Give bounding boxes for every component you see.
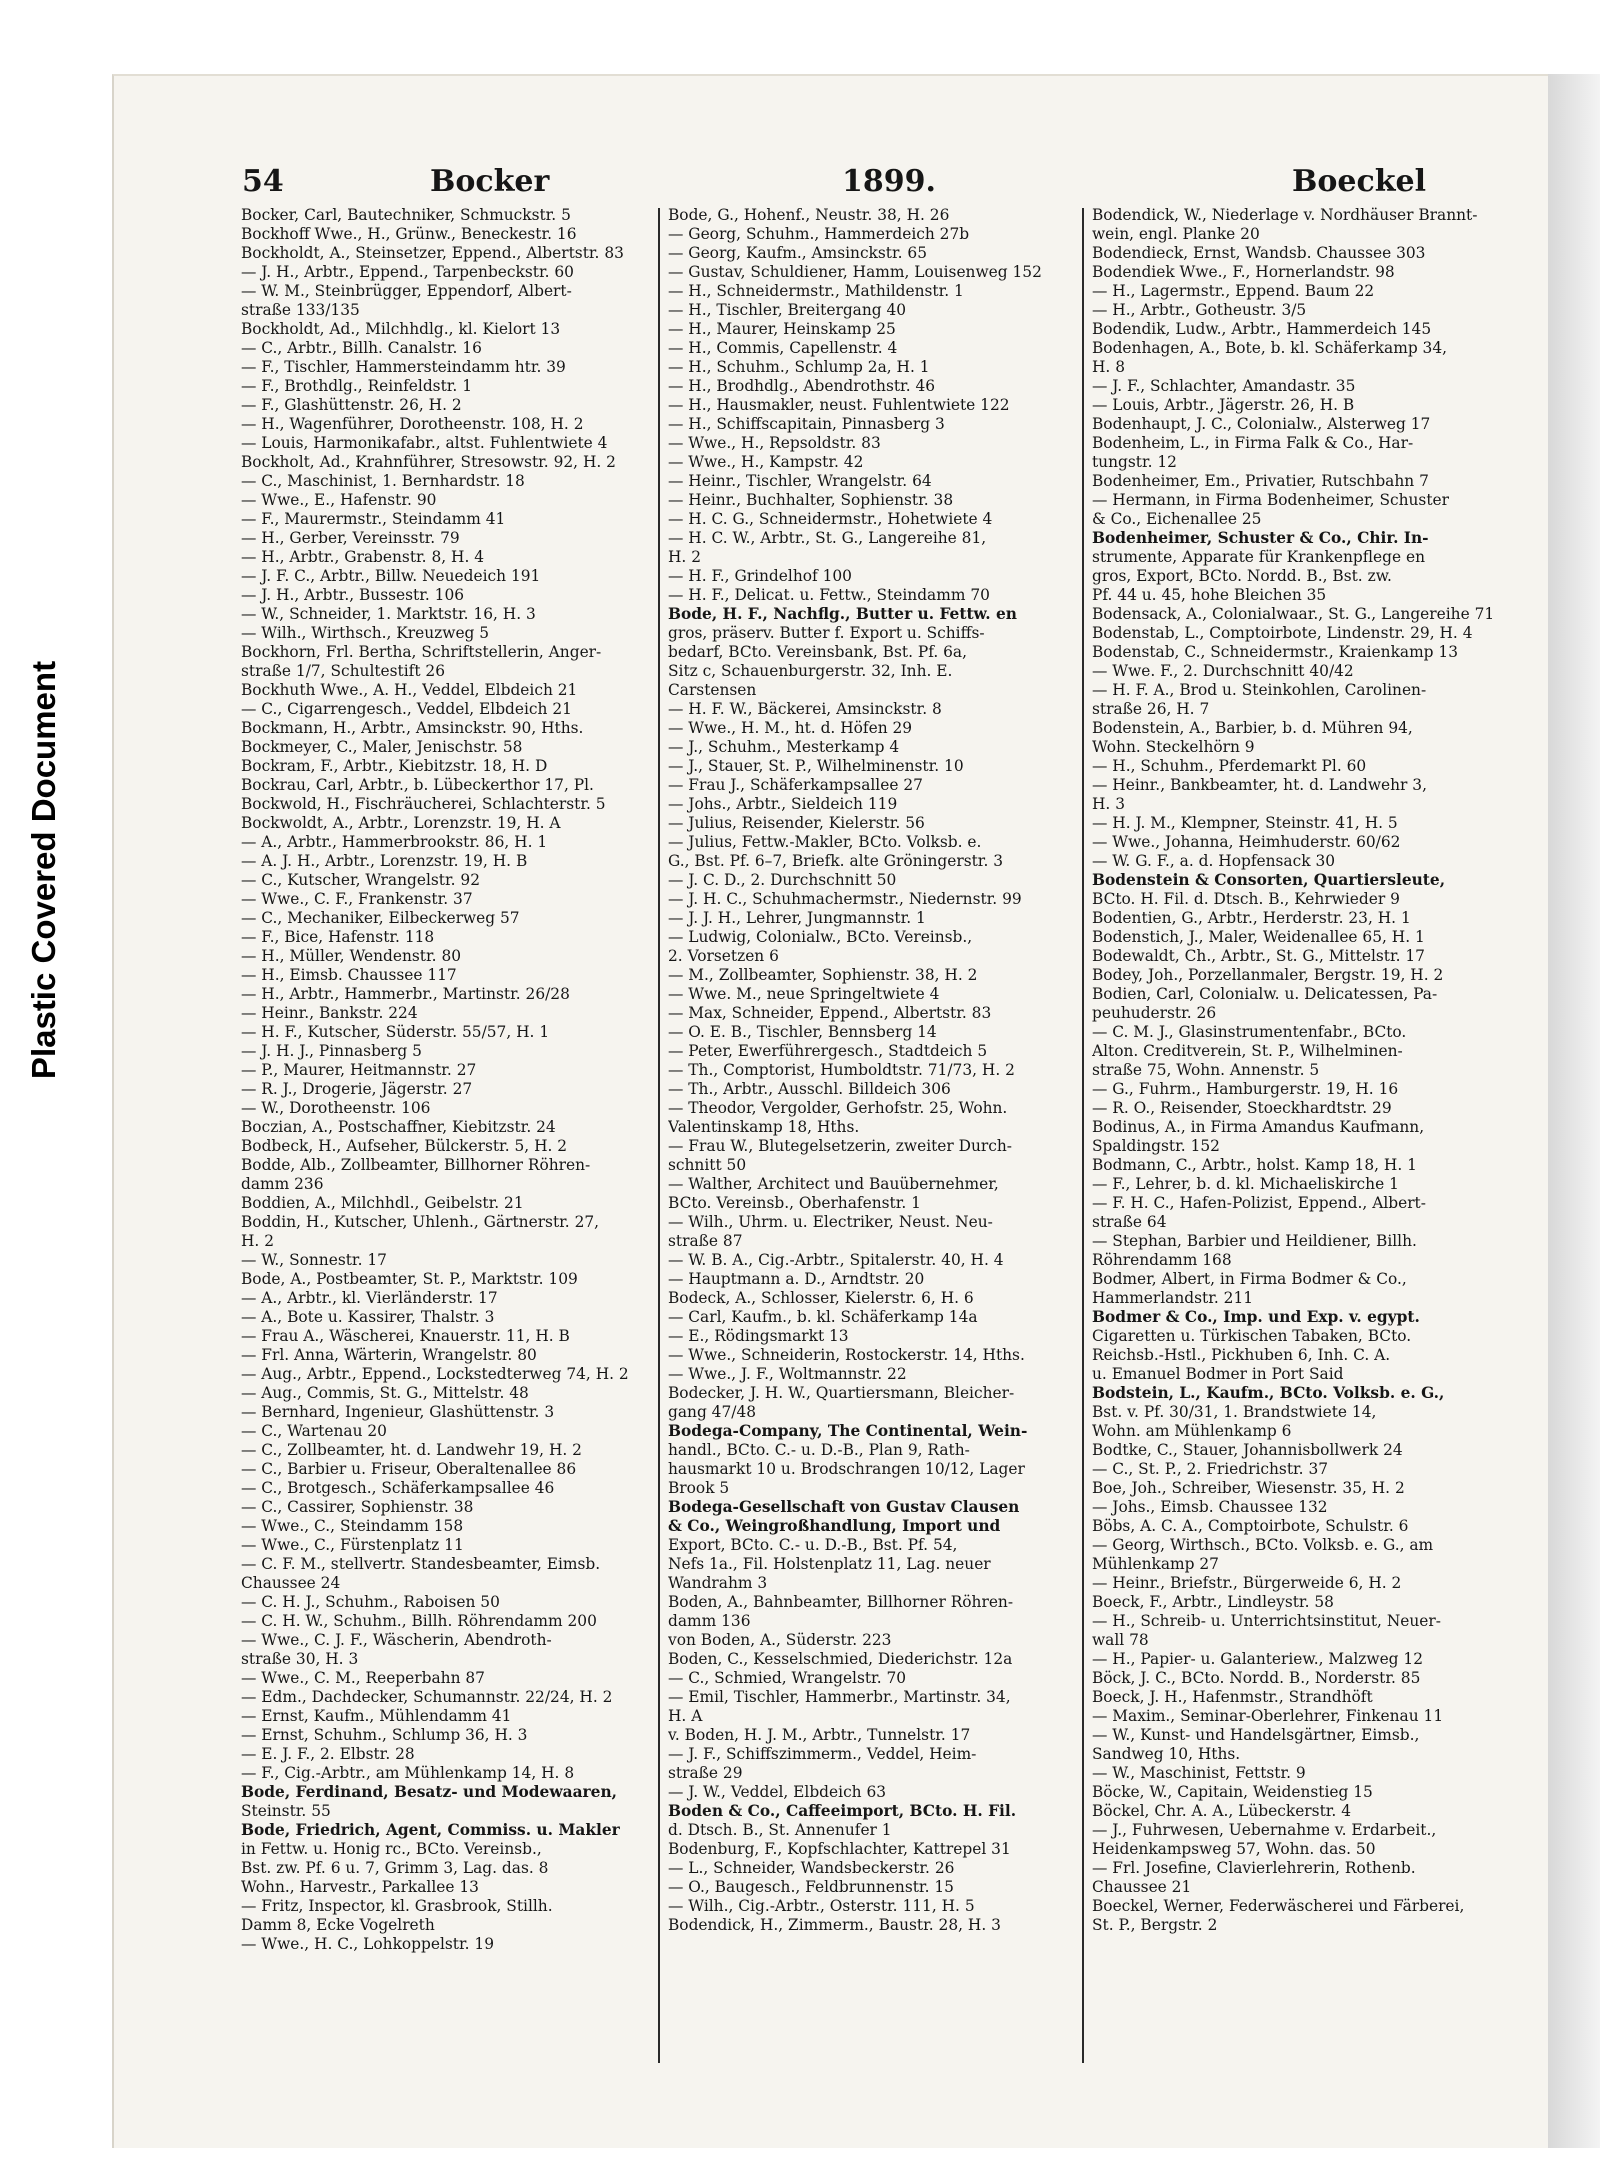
column-3: [1092, 206, 1510, 2068]
directory-entry: — Wwe., C. M., Reeperbahn 87: [241, 1669, 485, 1687]
directory-entry: gros, präserv. Butter f. Export u. Schiffs-: [668, 624, 985, 642]
directory-entry: Boden & Co., Caffeeimport, BCto. H. Fil.: [668, 1802, 1017, 1820]
directory-entry: Bodendick, W., Niederlage v. Nordhäuser Brannt-: [1092, 206, 1478, 224]
directory-entry: — C. F. M., stellvertr. Standesbeamter, Eimsb.: [241, 1555, 601, 1573]
directory-entry: Bodbeck, H., Aufseher, Bülckerstr. 5, H. 2: [241, 1137, 568, 1155]
directory-entry: Bodendiek Wwe., F., Hornerlandstr. 98: [1092, 263, 1395, 281]
directory-entry: Bodenstich, J., Maler, Weidenallee 65, H. 1: [1092, 928, 1425, 946]
directory-entry: H. 2: [241, 1232, 274, 1250]
directory-entry: — H., Arbtr., Hammerbr., Martinstr. 26/28: [241, 985, 570, 1003]
directory-entry: Bst. v. Pf. 30/31, 1. Brandstwiete 14,: [1092, 1403, 1377, 1421]
directory-entry: H. 8: [1092, 358, 1125, 376]
directory-entry: — Frau W., Blutegelsetzerin, zweiter Durch-: [668, 1137, 1013, 1155]
directory-entry: — Wwe., H., Kampstr. 42: [668, 453, 864, 471]
directory-entry: — H. J. M., Klempner, Steinstr. 41, H. 5: [1092, 814, 1398, 832]
directory-entry: — Heinr., Buchhalter, Sophienstr. 38: [668, 491, 954, 509]
directory-entry: Bodde, Alb., Zollbeamter, Billhorner Röhren-: [241, 1156, 591, 1174]
directory-entry: — C., Brotgesch., Schäferkampsallee 46: [241, 1479, 555, 1497]
directory-entry: von Boden, A., Süderstr. 223: [668, 1631, 892, 1649]
directory-entry: — Wwe., H. M., ht. d. Höfen 29: [668, 719, 913, 737]
directory-entry: — Wwe. F., 2. Durchschnitt 40/42: [1092, 662, 1354, 680]
directory-entry: straße 87: [668, 1232, 743, 1250]
directory-entry: — Frau A., Wäscherei, Knauerstr. 11, H. B: [241, 1327, 570, 1345]
directory-entry: Bodeck, A., Schlosser, Kielerstr. 6, H. 6: [668, 1289, 974, 1307]
directory-entry: Steinstr. 55: [241, 1802, 331, 1820]
directory-entry: — Frl. Anna, Wärterin, Wrangelstr. 80: [241, 1346, 537, 1364]
directory-entry: St. P., Bergstr. 2: [1092, 1916, 1218, 1934]
directory-entry: — Edm., Dachdecker, Schumannstr. 22/24, H. 2: [241, 1688, 613, 1706]
right-keyword: Boeckel: [1292, 164, 1426, 199]
directory-entry: Bodenstein, A., Barbier, b. d. Mühren 94,: [1092, 719, 1413, 737]
left-keyword: Bocker: [430, 164, 550, 199]
page-edge: [1548, 74, 1600, 2148]
directory-entry: — H. C. W., Arbtr., St. G., Langereihe 81,: [668, 529, 987, 547]
directory-entry: — Louis, Harmonikafabr., altst. Fuhlentwiete 4: [241, 434, 608, 452]
directory-entry: — F., Brothdlg., Reinfeldstr. 1: [241, 377, 473, 395]
directory-entry: G., Bst. Pf. 6–7, Briefk. alte Gröningerstr. 3: [668, 852, 1004, 870]
directory-entry: Bockram, F., Arbtr., Kiebitzstr. 18, H. D: [241, 757, 548, 775]
directory-entry: H. A: [668, 1707, 703, 1725]
directory-entry: Bockholt, Ad., Krahnführer, Stresowstr. 92, H. 2: [241, 453, 616, 471]
directory-entry: — H., Arbtr., Gotheustr. 3/5: [1092, 301, 1307, 319]
directory-entry: — W., Kunst- und Handelsgärtner, Eimsb.,: [1092, 1726, 1420, 1744]
directory-entry: Bodenhagen, A., Bote, b. kl. Schäferkamp 34,: [1092, 339, 1448, 357]
directory-entry: — Max, Schneider, Eppend., Albertstr. 83: [668, 1004, 992, 1022]
directory-entry: — H. F. W., Bäckerei, Amsinckstr. 8: [668, 700, 942, 718]
directory-entry: Bockhorn, Frl. Bertha, Schriftstellerin, Anger-: [241, 643, 602, 661]
directory-entry: — Wilh., Wirthsch., Kreuzweg 5: [241, 624, 490, 642]
directory-entry: — Maxim., Seminar-Oberlehrer, Finkenau 11: [1092, 1707, 1444, 1725]
directory-entry: — Wwe., J. F., Woltmannstr. 22: [668, 1365, 907, 1383]
directory-entry: straße 75, Wohn. Annenstr. 5: [1092, 1061, 1320, 1079]
directory-entry: Bodecker, J. H. W., Quartiersmann, Bleicher-: [668, 1384, 1015, 1402]
directory-entry: — Wwe. M., neue Springeltwiete 4: [668, 985, 940, 1003]
side-label-text: Plastic Covered Document: [25, 660, 62, 1080]
directory-entry: — C. H. J., Schuhm., Raboisen 50: [241, 1593, 500, 1611]
directory-entry: Bockhuth Wwe., A. H., Veddel, Elbdeich 21: [241, 681, 578, 699]
directory-entry: — Johs., Arbtr., Sieldeich 119: [668, 795, 898, 813]
directory-entry: — Louis, Arbtr., Jägerstr. 26, H. B: [1092, 396, 1355, 414]
directory-entry: Sitz c, Schauenburgerstr. 32, Inh. E.: [668, 662, 953, 680]
directory-entry: Wandrahm 3: [668, 1574, 768, 1592]
directory-entry: — F., Bice, Hafenstr. 118: [241, 928, 435, 946]
directory-entry: — C., Maschinist, 1. Bernhardstr. 18: [241, 472, 525, 490]
directory-entry: Bodega-Gesellschaft von Gustav Clausen: [668, 1498, 1020, 1516]
directory-entry: — J., Stauer, St. P., Wilhelminenstr. 10: [668, 757, 964, 775]
directory-entry: — C., Mechaniker, Eilbeckerweg 57: [241, 909, 520, 927]
directory-entry: — H. F., Kutscher, Süderstr. 55/57, H. 1: [241, 1023, 550, 1041]
directory-entry: Bodmer, Albert, in Firma Bodmer & Co.,: [1092, 1270, 1407, 1288]
directory-entry: Alton. Creditverein, St. P., Wilhelminen-: [1092, 1042, 1403, 1060]
directory-entry: handl., BCto. C.- u. D.-B., Plan 9, Rath-: [668, 1441, 970, 1459]
directory-entry: gros, Export, BCto. Nordd. B., Bst. zw.: [1092, 567, 1392, 585]
directory-entry: H. 2: [668, 548, 701, 566]
directory-entry: — W. G. F., a. d. Hopfensack 30: [1092, 852, 1336, 870]
column-1: [241, 206, 659, 2068]
directory-entry: — C., Arbtr., Billh. Canalstr. 16: [241, 339, 482, 357]
directory-entry: — Wwe., H., Repsoldstr. 83: [668, 434, 881, 452]
directory-entry: — Georg, Schuhm., Hammerdeich 27b: [668, 225, 970, 243]
directory-entry: Boe, Joh., Schreiber, Wiesenstr. 35, H. 2: [1092, 1479, 1405, 1497]
directory-entry: — W. B. A., Cig.-Arbtr., Spitalerstr. 40, H. 4: [668, 1251, 1004, 1269]
directory-entry: H. 3: [1092, 795, 1125, 813]
directory-entry: — L., Schneider, Wandsbeckerstr. 26: [668, 1859, 955, 1877]
directory-entry: — H., Schneidermstr., Mathildenstr. 1: [668, 282, 964, 300]
page-header: [130, 164, 1518, 204]
directory-entry: Bode, G., Hohenf., Neustr. 38, H. 26: [668, 206, 950, 224]
directory-entry: — H. F. A., Brod u. Steinkohlen, Carolinen-: [1092, 681, 1427, 699]
directory-entry: — H., Maurer, Heinskamp 25: [668, 320, 896, 338]
directory-entry: — H., Hausmakler, neust. Fuhlentwiete 122: [668, 396, 1010, 414]
directory-entry: strumente, Apparate für Krankenpflege en: [1092, 548, 1426, 566]
directory-entry: — F., Lehrer, b. d. kl. Michaeliskirche 1: [1092, 1175, 1399, 1193]
directory-entry: Reichsb.-Hstl., Pickhuben 6, Inh. C. A.: [1092, 1346, 1391, 1364]
directory-entry: wein, engl. Planke 20: [1092, 225, 1260, 243]
directory-entry: — Wwe., Johanna, Heimhuderstr. 60/62: [1092, 833, 1401, 851]
directory-entry: — Hermann, in Firma Bodenheimer, Schuster: [1092, 491, 1449, 509]
directory-entry: Bodewaldt, Ch., Arbtr., St. G., Mittelstr. 17: [1092, 947, 1425, 965]
directory-entry: Röhrendamm 168: [1092, 1251, 1232, 1269]
directory-entry: — Emil, Tischler, Hammerbr., Martinstr. 34,: [668, 1688, 1011, 1706]
directory-entry: Damm 8, Ecke Vogelreth: [241, 1916, 435, 1934]
directory-entry: Spaldingstr. 152: [1092, 1137, 1220, 1155]
directory-entry: Bodmann, C., Arbtr., holst. Kamp 18, H. 1: [1092, 1156, 1417, 1174]
directory-entry: — R. O., Reisender, Stoeckhardtstr. 29: [1092, 1099, 1392, 1117]
directory-entry: Boeck, J. H., Hafenmstr., Strandhöft: [1092, 1688, 1373, 1706]
directory-entry: — Ernst, Schuhm., Schlump 36, H. 3: [241, 1726, 528, 1744]
directory-entry: in Fettw. u. Honig rc., BCto. Vereinsb.,: [241, 1840, 542, 1858]
directory-entry: — J. F., Schiffszimmerm., Veddel, Heim-: [668, 1745, 977, 1763]
directory-entry: Bockhoff Wwe., H., Grünw., Beneckestr. 16: [241, 225, 577, 243]
directory-entry: straße 26, H. 7: [1092, 700, 1210, 718]
directory-entry: — H., Arbtr., Grabenstr. 8, H. 4: [241, 548, 485, 566]
directory-entry: — W., Sonnestr. 17: [241, 1251, 387, 1269]
directory-entry: Bodenstab, C., Schneidermstr., Kraienkamp 13: [1092, 643, 1458, 661]
directory-entry: Boden, C., Kesselschmied, Diederichstr. 12a: [668, 1650, 1013, 1668]
directory-entry: — J. H., Arbtr., Eppend., Tarpenbeckstr. 60: [241, 263, 574, 281]
directory-entry: — J., Schuhm., Mesterkamp 4: [668, 738, 900, 756]
directory-entry: Valentinskamp 18, Hths.: [668, 1118, 860, 1136]
directory-entry: — F., Cig.-Arbtr., am Mühlenkamp 14, H. 8: [241, 1764, 575, 1782]
directory-entry: — Th., Comptorist, Humboldtstr. 71/73, H. 2: [668, 1061, 1015, 1079]
directory-entry: — Julius, Reisender, Kielerstr. 56: [668, 814, 925, 832]
directory-entry: — Wwe., C. J. F., Wäscherin, Abendroth-: [241, 1631, 552, 1649]
directory-entry: — Th., Arbtr., Ausschl. Billdeich 306: [668, 1080, 951, 1098]
page-number: 54: [242, 164, 284, 199]
directory-entry: hausmarkt 10 u. Brodschrangen 10/12, Lager: [668, 1460, 1025, 1478]
directory-entry: schnitt 50: [668, 1156, 747, 1174]
directory-entry: straße 133/135: [241, 301, 360, 319]
directory-entry: — H., Schuhm., Schlump 2a, H. 1: [668, 358, 930, 376]
directory-entry: BCto. H. Fil. d. Dtsch. B., Kehrwieder 9: [1092, 890, 1400, 908]
directory-entry: Bodenheimer, Em., Privatier, Rutschbahn 7: [1092, 472, 1429, 490]
directory-entry: — A., Arbtr., Hammerbrookstr. 86, H. 1: [241, 833, 548, 851]
directory-entry: — Wwe., C. F., Frankenstr. 37: [241, 890, 473, 908]
directory-entry: Bodinus, A., in Firma Amandus Kaufmann,: [1092, 1118, 1425, 1136]
directory-entry: Bockholdt, Ad., Milchhdlg., kl. Kielort 13: [241, 320, 561, 338]
year: 1899.: [842, 164, 936, 199]
directory-entry: Bodendick, H., Zimmerm., Baustr. 28, H. 3: [668, 1916, 1001, 1934]
directory-entry: — H., Tischler, Breitergang 40: [668, 301, 907, 319]
directory-entry: Böckel, Chr. A. A., Lübeckerstr. 4: [1092, 1802, 1351, 1820]
directory-entry: & Co., Weingroßhandlung, Import und: [668, 1517, 1001, 1535]
directory-entry: Bode, H. F., Nachflg., Butter u. Fettw. en: [668, 605, 1017, 623]
directory-entry: — A., Bote u. Kassirer, Thalstr. 3: [241, 1308, 495, 1326]
directory-entry: straße 64: [1092, 1213, 1167, 1231]
directory-entry: Sandweg 10, Hths.: [1092, 1745, 1241, 1763]
directory-entry: — Wwe., Schneiderin, Rostockerstr. 14, Hths.: [668, 1346, 1025, 1364]
directory-entry: — Wilh., Cig.-Arbtr., Osterstr. 111, H. 5: [668, 1897, 975, 1915]
directory-entry: — J. F., Schlachter, Amandastr. 35: [1092, 377, 1356, 395]
directory-entry: Boczian, A., Postschaffner, Kiebitzstr. 24: [241, 1118, 556, 1136]
directory-entry: Bodey, Joh., Porzellanmaler, Bergstr. 19, H. 2: [1092, 966, 1444, 984]
directory-entry: — C. M. J., Glasinstrumentenfabr., BCto.: [1092, 1023, 1407, 1041]
directory-entry: Boden, A., Bahnbeamter, Billhorner Röhren-: [668, 1593, 1014, 1611]
directory-entry: — H., Eimsb. Chaussee 117: [241, 966, 457, 984]
directory-entry: Brook 5: [668, 1479, 730, 1497]
directory-entry: — Ludwig, Colonialw., BCto. Vereinsb.,: [668, 928, 973, 946]
directory-entry: — Heinr., Tischler, Wrangelstr. 64: [668, 472, 932, 490]
directory-entry: — H. C. G., Schneidermstr., Hohetwiete 4: [668, 510, 993, 528]
directory-entry: Bode, Friedrich, Agent, Commiss. u. Makler: [241, 1821, 620, 1839]
directory-entry: — C., Wartenau 20: [241, 1422, 387, 1440]
directory-entry: tungstr. 12: [1092, 453, 1177, 471]
column-2: [668, 206, 1086, 2068]
directory-entry: straße 29: [668, 1764, 743, 1782]
directory-entry: Bodensack, A., Colonialwaar., St. G., Langereihe 71: [1092, 605, 1495, 623]
directory-entry: — H., Papier- u. Galanteriew., Malzweg 12: [1092, 1650, 1424, 1668]
directory-entry: Pf. 44 u. 45, hohe Bleichen 35: [1092, 586, 1327, 604]
directory-entry: — A. J. H., Arbtr., Lorenzstr. 19, H. B: [241, 852, 528, 870]
directory-entry: — Gustav, Schuldiener, Hamm, Louisenweg 152: [668, 263, 1042, 281]
directory-entry: — Johs., Eimsb. Chaussee 132: [1092, 1498, 1328, 1516]
directory-entry: — H., Gerber, Vereinsstr. 79: [241, 529, 460, 547]
directory-entry: — Heinr., Briefstr., Bürgerweide 6, H. 2: [1092, 1574, 1402, 1592]
directory-entry: Bodendieck, Ernst, Wandsb. Chaussee 303: [1092, 244, 1426, 262]
directory-entry: — J. F. C., Arbtr., Billw. Neuedeich 191: [241, 567, 541, 585]
directory-entry: Mühlenkamp 27: [1092, 1555, 1219, 1573]
directory-entry: — Wwe., C., Steindamm 158: [241, 1517, 464, 1535]
directory-entry: — H., Commis, Capellenstr. 4: [668, 339, 898, 357]
directory-entry: — Fritz, Inspector, kl. Grasbrook, Stillh.: [241, 1897, 553, 1915]
directory-entry: Bodenhaupt, J. C., Colonialw., Alsterweg 17: [1092, 415, 1431, 433]
directory-entry: — H., Müller, Wendenstr. 80: [241, 947, 462, 965]
directory-entry: — J. J. H., Lehrer, Jungmannstr. 1: [668, 909, 926, 927]
directory-entry: Chaussee 21: [1092, 1878, 1192, 1896]
directory-entry: — Heinr., Bankstr. 224: [241, 1004, 418, 1022]
directory-entry: — H., Wagenführer, Dorotheenstr. 108, H. 2: [241, 415, 584, 433]
directory-entry: Bockwold, H., Fischräucherei, Schlachterstr. 5: [241, 795, 606, 813]
directory-entry: — Bernhard, Ingenieur, Glashüttenstr. 3: [241, 1403, 555, 1421]
directory-entry: — M., Zollbeamter, Sophienstr. 38, H. 2: [668, 966, 978, 984]
directory-entry: — J. H. C., Schuhmachermstr., Niedernstr. 99: [668, 890, 1022, 908]
directory-entry: Chaussee 24: [241, 1574, 341, 1592]
directory-entry: — J. H., Arbtr., Bussestr. 106: [241, 586, 465, 604]
directory-entry: Boddien, A., Milchhdl., Geibelstr. 21: [241, 1194, 524, 1212]
directory-entry: — Julius, Fettw.-Makler, BCto. Volksb. e.: [668, 833, 982, 851]
directory-entry: Cigaretten u. Türkischen Tabaken, BCto.: [1092, 1327, 1412, 1345]
directory-entry: damm 236: [241, 1175, 324, 1193]
directory-entry: Boeckel, Werner, Federwäscherei und Färberei,: [1092, 1897, 1465, 1915]
directory-entry: Nefs 1a., Fil. Holstenplatz 11, Lag. neuer: [668, 1555, 991, 1573]
directory-entry: — F., Glashüttenstr. 26, H. 2: [241, 396, 462, 414]
directory-entry: — J., Fuhrwesen, Uebernahme v. Erdarbeit.,: [1092, 1821, 1437, 1839]
directory-entry: wall 78: [1092, 1631, 1149, 1649]
directory-entry: — H., Schiffscapitain, Pinnasberg 3: [668, 415, 945, 433]
directory-entry: — E., Rödingsmarkt 13: [668, 1327, 849, 1345]
directory-entry: Boddin, H., Kutscher, Uhlenh., Gärtnerstr. 27,: [241, 1213, 600, 1231]
directory-entry: — Wwe., E., Hafenstr. 90: [241, 491, 437, 509]
directory-entry: — F., Tischler, Hammersteindamm htr. 39: [241, 358, 566, 376]
directory-entry: — Carl, Kaufm., b. kl. Schäferkamp 14a: [668, 1308, 978, 1326]
directory-entry: Bocker, Carl, Bautechniker, Schmuckstr. 5: [241, 206, 571, 224]
directory-entry: Bode, A., Postbeamter, St. P., Marktstr. 109: [241, 1270, 578, 1288]
directory-entry: — Ernst, Kaufm., Mühlendamm 41: [241, 1707, 512, 1725]
directory-entry: Export, BCto. C.- u. D.-B., Bst. Pf. 54,: [668, 1536, 958, 1554]
directory-entry: Wohn., Harvestr., Parkallee 13: [241, 1878, 479, 1896]
directory-entry: — H., Schuhm., Pferdemarkt Pl. 60: [1092, 757, 1367, 775]
directory-entry: — C., Barbier u. Friseur, Oberaltenallee 86: [241, 1460, 577, 1478]
directory-entry: — W. M., Steinbrügger, Eppendorf, Albert-: [241, 282, 572, 300]
directory-entry: — O. E. B., Tischler, Bennsberg 14: [668, 1023, 937, 1041]
directory-entry: Bodenburg, F., Kopfschlachter, Kattrepel 31: [668, 1840, 1011, 1858]
directory-entry: — C., Schmied, Wrangelstr. 70: [668, 1669, 907, 1687]
directory-entry: Bockholdt, A., Steinsetzer, Eppend., Albertstr. 83: [241, 244, 624, 262]
directory-entry: — Georg, Kaufm., Amsinckstr. 65: [668, 244, 928, 262]
directory-entry: — H., Lagermstr., Eppend. Baum 22: [1092, 282, 1375, 300]
directory-entry: gang 47/48: [668, 1403, 757, 1421]
directory-entry: Wohn. Steckelhörn 9: [1092, 738, 1255, 756]
directory-entry: Bockwoldt, A., Arbtr., Lorenzstr. 19, H. A: [241, 814, 561, 832]
directory-entry: Böbs, A. C. A., Comptoirbote, Schulstr. 6: [1092, 1517, 1409, 1535]
directory-entry: & Co., Eichenallee 25: [1092, 510, 1262, 528]
directory-entry: straße 1/7, Schultestift 26: [241, 662, 446, 680]
directory-entry: Bst. zw. Pf. 6 u. 7, Grimm 3, Lag. das. 8: [241, 1859, 549, 1877]
directory-entry: Bodmer & Co., Imp. und Exp. v. egypt.: [1092, 1308, 1420, 1326]
directory-entry: d. Dtsch. B., St. Annenufer 1: [668, 1821, 892, 1839]
directory-entry: u. Emanuel Bodmer in Port Said: [1092, 1365, 1344, 1383]
directory-entry: bedarf, BCto. Vereinsbank, Bst. Pf. 6a,: [668, 643, 967, 661]
side-label: [0, 560, 88, 1180]
directory-entry: Bodenstein & Consorten, Quartiersleute,: [1092, 871, 1446, 889]
directory-entry: — H., Brodhdlg., Abendrothstr. 46: [668, 377, 936, 395]
directory-entry: — Stephan, Barbier und Heildiener, Billh.: [1092, 1232, 1417, 1250]
directory-entry: — J. W., Veddel, Elbdeich 63: [668, 1783, 887, 1801]
directory-entry: BCto. Vereinsb., Oberhafenstr. 1: [668, 1194, 921, 1212]
directory-entry: peuhuderstr. 26: [1092, 1004, 1217, 1022]
directory-entry: — W., Schneider, 1. Marktstr. 16, H. 3: [241, 605, 536, 623]
directory-entry: — J. C. D., 2. Durchschnitt 50: [668, 871, 897, 889]
directory-entry: Bodtke, C., Stauer, Johannisbollwerk 24: [1092, 1441, 1403, 1459]
directory-entry: — J. H. J., Pinnasberg 5: [241, 1042, 422, 1060]
directory-entry: — R. J., Drogerie, Jägerstr. 27: [241, 1080, 473, 1098]
directory-entry: — O., Baugesch., Feldbrunnenstr. 15: [668, 1878, 954, 1896]
directory-entry: — H. F., Delicat. u. Fettw., Steindamm 70: [668, 586, 990, 604]
directory-entry: — C., Kutscher, Wrangelstr. 92: [241, 871, 481, 889]
directory-entry: Bockmann, H., Arbtr., Amsinckstr. 90, Hths.: [241, 719, 584, 737]
directory-entry: — E. J. F., 2. Elbstr. 28: [241, 1745, 415, 1763]
directory-entry: Bodega-Company, The Continental, Wein-: [668, 1422, 1028, 1440]
directory-entry: Wohn. am Mühlenkamp 6: [1092, 1422, 1292, 1440]
directory-entry: — W., Dorotheenstr. 106: [241, 1099, 431, 1117]
directory-entry: Böcke, W., Capitain, Weidenstieg 15: [1092, 1783, 1373, 1801]
directory-entry: — C. H. W., Schuhm., Billh. Röhrendamm 200: [241, 1612, 597, 1630]
directory-entry: — Theodor, Vergolder, Gerhofstr. 25, Wohn.: [668, 1099, 1008, 1117]
directory-entry: — G., Fuhrm., Hamburgerstr. 19, H. 16: [1092, 1080, 1399, 1098]
directory-entry: — Frl. Josefine, Clavierlehrerin, Rothenb.: [1092, 1859, 1416, 1877]
directory-entry: Heidenkampsweg 57, Wohn. das. 50: [1092, 1840, 1376, 1858]
directory-entry: Bodien, Carl, Colonialw. u. Delicatessen, Pa-: [1092, 985, 1438, 1003]
directory-entry: Hammerlandstr. 211: [1092, 1289, 1254, 1307]
directory-entry: Bodenheimer, Schuster & Co., Chir. In-: [1092, 529, 1429, 547]
directory-entry: — Aug., Arbtr., Eppend., Lockstedterweg 74, H. 2: [241, 1365, 629, 1383]
directory-entry: damm 136: [668, 1612, 751, 1630]
directory-entry: 2. Vorsetzen 6: [668, 947, 779, 965]
directory-entry: — H., Schreib- u. Unterrichtsinstitut, Neuer-: [1092, 1612, 1441, 1630]
directory-entry: — C., St. P., 2. Friedrichstr. 37: [1092, 1460, 1329, 1478]
directory-entry: Boeck, F., Arbtr., Lindleystr. 58: [1092, 1593, 1334, 1611]
directory-entry: — F., Maurermstr., Steindamm 41: [241, 510, 506, 528]
directory-entry: Bodenstab, L., Comptoirbote, Lindenstr. 29, H. 4: [1092, 624, 1473, 642]
directory-entry: — Wwe., C., Fürstenplatz 11: [241, 1536, 464, 1554]
directory-entry: — C., Zollbeamter, ht. d. Landwehr 19, H. 2: [241, 1441, 582, 1459]
directory-entry: — H. F., Grindelhof 100: [668, 567, 852, 585]
directory-entry: — F. H. C., Hafen-Polizist, Eppend., Albert-: [1092, 1194, 1426, 1212]
directory-entry: Böck, J. C., BCto. Nordd. B., Norderstr. 85: [1092, 1669, 1421, 1687]
directory-entry: — C., Cassirer, Sophienstr. 38: [241, 1498, 474, 1516]
directory-entry: Bodentien, G., Arbtr., Herderstr. 23, H. 1: [1092, 909, 1411, 927]
directory-entry: — P., Maurer, Heitmannstr. 27: [241, 1061, 477, 1079]
directory-entry: Carstensen: [668, 681, 757, 699]
directory-entry: straße 30, H. 3: [241, 1650, 359, 1668]
directory-entry: Bockmeyer, C., Maler, Jenischstr. 58: [241, 738, 523, 756]
directory-entry: Bodendik, Ludw., Arbtr., Hammerdeich 145: [1092, 320, 1432, 338]
directory-entry: — Walther, Architect und Bauübernehmer,: [668, 1175, 999, 1193]
directory-entry: — Peter, Ewerführergesch., Stadtdeich 5: [668, 1042, 988, 1060]
directory-entry: — Georg, Wirthsch., BCto. Volksb. e. G., am: [1092, 1536, 1434, 1554]
directory-entry: — Wwe., H. C., Lohkoppelstr. 19: [241, 1935, 495, 1953]
directory-entry: Bode, Ferdinand, Besatz- und Modewaaren,: [241, 1783, 617, 1801]
directory-entry: — W., Maschinist, Fettstr. 9: [1092, 1764, 1306, 1782]
directory-entry: — Aug., Commis, St. G., Mittelstr. 48: [241, 1384, 529, 1402]
directory-entry: — A., Arbtr., kl. Vierländerstr. 17: [241, 1289, 498, 1307]
directory-entry: Bodenheim, L., in Firma Falk & Co., Har-: [1092, 434, 1414, 452]
directory-entry: Bockrau, Carl, Arbtr., b. Lübeckerthor 17, Pl.: [241, 776, 594, 794]
directory-entry: — C., Cigarrengesch., Veddel, Elbdeich 21: [241, 700, 572, 718]
directory-entry: v. Boden, H. J. M., Arbtr., Tunnelstr. 17: [668, 1726, 971, 1744]
directory-entry: Bodstein, L., Kaufm., BCto. Volksb. e. G.,: [1092, 1384, 1445, 1402]
directory-entry: — Heinr., Bankbeamter, ht. d. Landwehr 3,: [1092, 776, 1427, 794]
directory-entry: — Hauptmann a. D., Arndtstr. 20: [668, 1270, 925, 1288]
directory-entry: — Wilh., Uhrm. u. Electriker, Neust. Neu-: [668, 1213, 993, 1231]
directory-entry: — Frau J., Schäferkampsallee 27: [668, 776, 923, 794]
